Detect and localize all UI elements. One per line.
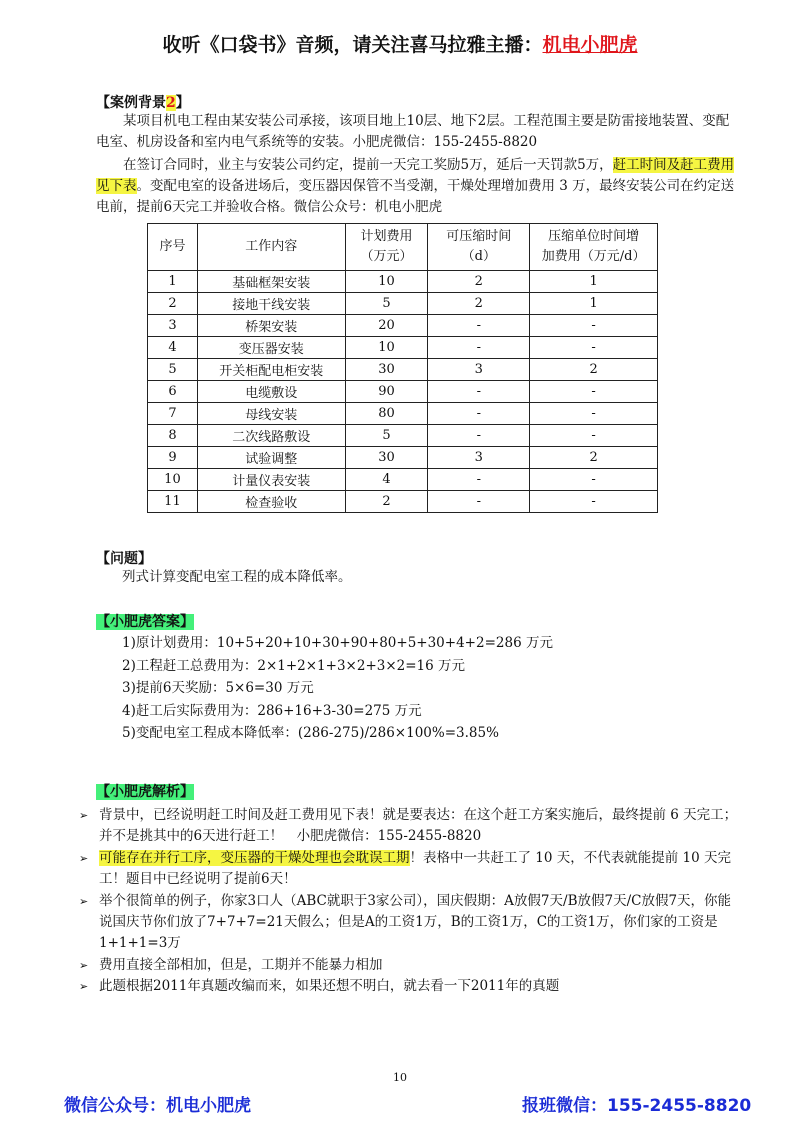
- table-cell: 9: [148, 447, 198, 469]
- table-cell: 2: [530, 447, 658, 469]
- arrow-bullet-icon: ➢: [79, 959, 89, 972]
- table-cell: 3: [428, 447, 530, 469]
- background-paragraph-1: 某项目机电工程由某安装公司承接，该项目地上10层、地下2层。工程范围主要是防雷接地装置、变配电室、机房设备和室内电气系统等的安装。小肥虎微信：155-2455-8820: [96, 113, 730, 150]
- table-cell: -: [530, 381, 658, 403]
- answer-line: 2)工程赶工总费用为：2×1+2×1+3×2+3×2=16 万元: [122, 657, 466, 674]
- page-number: 10: [393, 1071, 407, 1084]
- table-row: [148, 293, 658, 315]
- answer-label: 【小肥虎答案】: [96, 614, 194, 630]
- table-cell: -: [428, 491, 530, 513]
- table-cell: -: [530, 425, 658, 447]
- table-cell: 4: [345, 469, 428, 491]
- table-cell: -: [428, 403, 530, 425]
- table-row: [148, 469, 658, 491]
- highlight-parallel-work: 可能存在并行工序，变压器的干燥处理也会耽误工期: [99, 850, 410, 866]
- table-row: [148, 403, 658, 425]
- table-cell: 变压器安装: [197, 337, 345, 359]
- arrow-bullet-icon: ➢: [79, 852, 89, 865]
- table-cell: 2: [428, 271, 530, 293]
- table-cell: 1: [530, 293, 658, 315]
- analysis-bullet: ➢ 此题根据2011年真题改编而来，如果还想不明白，就去看一下2011年的真题: [79, 976, 741, 997]
- table-cell: 5: [148, 359, 198, 381]
- table-cell: -: [530, 469, 658, 491]
- table-header-cell: 压缩单位时间增 加费用（万元/d）: [530, 224, 658, 271]
- page-header: [0, 30, 800, 57]
- answer-line: 1)原计划费用：10+5+20+10+30+90+80+5+30+4+2=286 万元: [122, 635, 553, 651]
- footer-wechat-official-account: 微信公众号：机电小肥虎: [64, 1096, 251, 1116]
- table-cell: -: [428, 337, 530, 359]
- table-cell: 1: [530, 271, 658, 293]
- table-cell: -: [530, 337, 658, 359]
- analysis-bullet: ➢ 可能存在并行工序，变压器的干燥处理也会耽误工期！表格中一共赶工了 10 天，不代表就能提前 10 天完工！题目中已经说明了提前6天！: [79, 850, 732, 887]
- table-header-row: [148, 224, 658, 271]
- table-cell: 5: [345, 425, 428, 447]
- table-cell: 3: [148, 315, 198, 337]
- table-cell: -: [428, 469, 530, 491]
- table-cell: 4: [148, 337, 198, 359]
- table-cell: 11: [148, 491, 198, 513]
- table-cell: 10: [345, 337, 428, 359]
- table-cell: 5: [345, 293, 428, 315]
- highlight-rush-table: 赶工时间及赶工费用见下表: [96, 157, 735, 194]
- arrow-bullet-icon: ➢: [79, 895, 89, 908]
- table-row: [148, 359, 658, 381]
- table-row: [148, 315, 658, 337]
- answer-list: [122, 632, 553, 745]
- table-row: [148, 425, 658, 447]
- rush-cost-table: [147, 223, 658, 513]
- table-cell: 母线安装: [197, 403, 345, 425]
- table-row: [148, 337, 658, 359]
- table-cell: 1: [148, 271, 198, 293]
- table-cell: 检查验收: [197, 491, 345, 513]
- analysis-bullet: ➢ 费用直接全部相加，但是，工期并不能暴力相加: [79, 955, 741, 976]
- table-cell: 7: [148, 403, 198, 425]
- background-paragraph-2: 在签订合同时，业主与安装公司约定，提前一天完工奖励5万，延后一天罚款5万，赶工时间及赶工费用见下表。变配电室的设备进场后，变压器因保管不当受潮，干燥处理增加费用 3 万，最终安装公司在约定送电前，提前6天完工并验收合格。微信公众号：机电小肥虎: [96, 157, 735, 215]
- table-cell: 2: [428, 293, 530, 315]
- table-cell: 2: [345, 491, 428, 513]
- table-cell: 电缆敷设: [197, 381, 345, 403]
- table-row: [148, 447, 658, 469]
- table-cell: 80: [345, 403, 428, 425]
- table-row: [148, 271, 658, 293]
- table-cell: 3: [428, 359, 530, 381]
- table-cell: 20: [345, 315, 428, 337]
- table-header-cell: 工作内容: [197, 224, 345, 271]
- table-cell: 计量仪表安装: [197, 469, 345, 491]
- question-text: 列式计算变配电室工程的成本降低率。: [122, 569, 352, 585]
- table-cell: 90: [345, 381, 428, 403]
- table-cell: -: [530, 491, 658, 513]
- arrow-bullet-icon: ➢: [79, 980, 89, 993]
- table-cell: -: [428, 381, 530, 403]
- table-cell: -: [428, 425, 530, 447]
- table-cell: 基础框架安装: [197, 271, 345, 293]
- table-header-cell: 计划费用 （万元）: [345, 224, 428, 271]
- footer-course-wechat: 报班微信：155-2455-8820: [522, 1096, 752, 1116]
- analysis-bullet: ➢ 背景中，已经说明赶工时间及赶工费用见下表！就是要表达：在这个赶工方案实施后，最终提前 6 天完工；并不是挑其中的6天进行赶工！ 小肥虎微信：155-2455-8820: [79, 807, 738, 844]
- table-cell: -: [428, 315, 530, 337]
- table-cell: 10: [345, 271, 428, 293]
- analysis-label: 【小肥虎解析】: [96, 784, 194, 800]
- question-label: 【问题】: [96, 551, 152, 567]
- case-number: 2: [166, 95, 176, 111]
- header-anchor-name: 机电小肥虎: [542, 34, 638, 56]
- answer-line: 5)变配电室工程成本降低率：(286-275)/286×100%=3.85%: [122, 725, 499, 741]
- answer-line: 3)提前6天奖励：5×6=30 万元: [122, 680, 314, 696]
- table-cell: 8: [148, 425, 198, 447]
- answer-line: 4)赶工后实际费用为：286+16+3-30=275 万元: [122, 702, 422, 719]
- table-row: [148, 381, 658, 403]
- table-cell: 2: [148, 293, 198, 315]
- table-cell: 试验调整: [197, 447, 345, 469]
- table-cell: 2: [530, 359, 658, 381]
- table-cell: 6: [148, 381, 198, 403]
- table-cell: 30: [345, 359, 428, 381]
- table-cell: -: [530, 315, 658, 337]
- table-cell: -: [530, 403, 658, 425]
- background-label: 【案例背景2】: [96, 95, 190, 111]
- table-cell: 二次线路敷设: [197, 425, 345, 447]
- table-cell: 30: [345, 447, 428, 469]
- table-cell: 开关柜配电柜安装: [197, 359, 345, 381]
- analysis-bullet: ➢ 举个很简单的例子，你家3口人（ABC就职于3家公司），国庆假期：A放假7天/B放假7天/C放假7天，你能说国庆节你们放了7+7+7=21天假么；但是A的工资1万，B的工资1万，C的工资1万，你们家的工资是1+1+1=3万: [79, 893, 732, 951]
- header-text: 收听《口袋书》音频，请关注喜马拉雅主播：: [162, 34, 543, 56]
- arrow-bullet-icon: ➢: [79, 809, 89, 822]
- table-header-cell: 序号: [148, 224, 198, 271]
- table-row: [148, 491, 658, 513]
- table-cell: 桥架安装: [197, 315, 345, 337]
- table-cell: 10: [148, 469, 198, 491]
- table-header-cell: 可压缩时间 （d）: [428, 224, 530, 271]
- table-cell: 接地干线安装: [197, 293, 345, 315]
